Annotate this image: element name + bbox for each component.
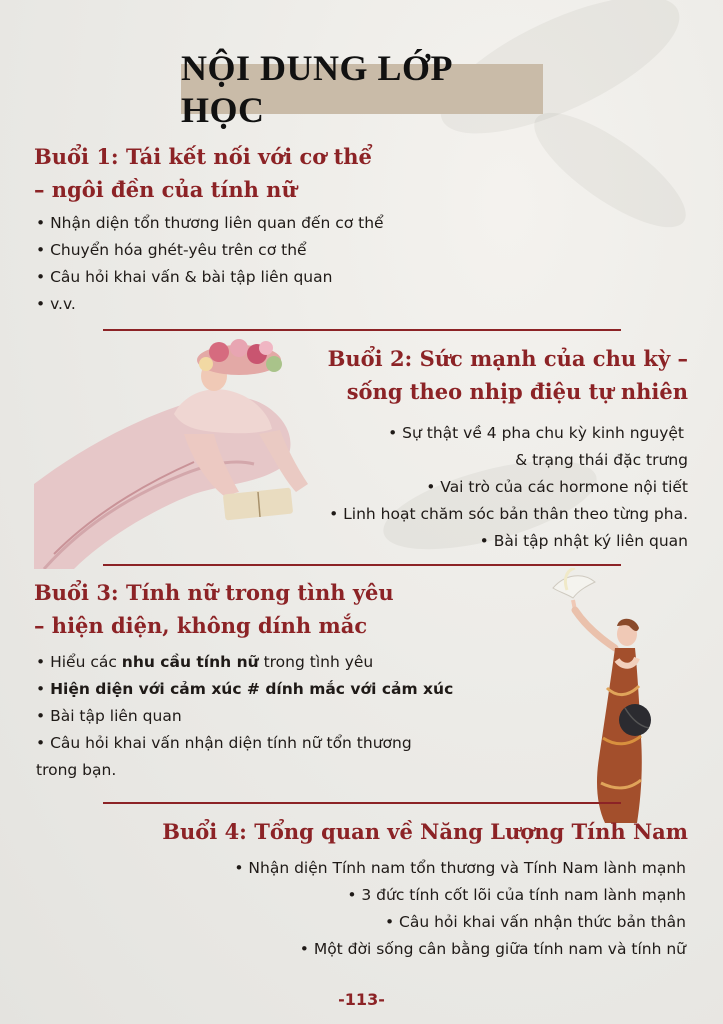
list-item-bold-text: nhu cầu tính nữ xyxy=(121,653,259,671)
list-item: • Một đời sống cân bằng giữa tính nam và tính nữ xyxy=(299,940,686,958)
session-2-list xyxy=(329,420,688,555)
list-item: • Câu hỏi khai vấn & bài tập liên quan xyxy=(36,268,333,286)
page-title: NỘI DUNG LỚP HỌC xyxy=(181,48,452,130)
session-1-title xyxy=(34,140,372,206)
session-3-title-line2: – hiện diện, không dính mắc xyxy=(34,613,368,638)
reclining-woman-reading-illustration xyxy=(34,334,324,569)
session-3-title xyxy=(34,576,394,642)
divider-line xyxy=(103,329,621,331)
session-4-list xyxy=(234,855,686,963)
list-item: • Câu hỏi khai vấn nhận diện tính nữ tổn thương xyxy=(36,734,412,752)
session-4-title xyxy=(162,815,688,848)
list-item: & trạng thái đặc trưng xyxy=(515,451,688,469)
list-item: • v.v. xyxy=(36,295,76,313)
list-item: • Nhận diện Tính nam tổn thương và Tính Nam lành mạnh xyxy=(234,859,686,877)
background-shadow xyxy=(519,94,701,246)
list-item: trong bạn. xyxy=(36,761,117,779)
list-item: • Bài tập liên quan xyxy=(36,707,182,725)
session-2-title xyxy=(328,342,688,408)
page-title-box xyxy=(181,48,543,130)
session-3-list xyxy=(36,649,453,784)
list-item: • 3 đức tính cốt lõi của tính nam lành mạnh xyxy=(347,886,686,904)
session-2-title-line2: sống theo nhịp điệu tự nhiên xyxy=(346,379,688,404)
list-item: • Sự thật về 4 pha chu kỳ kinh nguyệt xyxy=(388,424,684,442)
session-4-title-line1: Buổi 4: Tổng quan về Năng Lượng Tính Nam xyxy=(162,819,688,844)
divider-line xyxy=(103,564,621,566)
session-1-title-line2: – ngôi đền của tính nữ xyxy=(34,177,297,202)
session-3-title-line1: Buổi 3: Tính nữ trong tình yêu xyxy=(34,580,394,605)
list-item: • Chuyển hóa ghét-yêu trên cơ thể xyxy=(36,241,307,259)
session-1-list xyxy=(36,210,384,318)
list-item-text: • Hiểu các xyxy=(36,653,122,671)
list-item-text: • xyxy=(36,680,51,698)
list-item-text: trong tình yêu xyxy=(258,653,374,671)
list-item: • Linh hoạt chăm sóc bản thân theo từng pha. xyxy=(329,505,688,523)
session-1-title-line1: Buổi 1: Tái kết nối với cơ thể xyxy=(34,144,372,169)
session-2-title-line1: Buổi 2: Sức mạnh của chu kỳ – xyxy=(327,346,688,371)
list-item-bold-text: Hiện diện với cảm xúc # dính mắc với cảm xúc xyxy=(50,680,454,698)
list-item xyxy=(36,649,453,676)
divider-line xyxy=(103,802,621,804)
list-item: • Nhận diện tổn thương liên quan đến cơ thể xyxy=(36,214,384,232)
page-number: -113- xyxy=(338,990,385,1009)
list-item xyxy=(36,676,453,703)
list-item: • Câu hỏi khai vấn nhận thức bản thân xyxy=(384,913,686,931)
list-item: • Bài tập nhật ký liên quan xyxy=(479,532,688,550)
list-item: • Vai trò của các hormone nội tiết xyxy=(426,478,688,496)
woman-with-cockatoo-illustration xyxy=(545,568,655,828)
